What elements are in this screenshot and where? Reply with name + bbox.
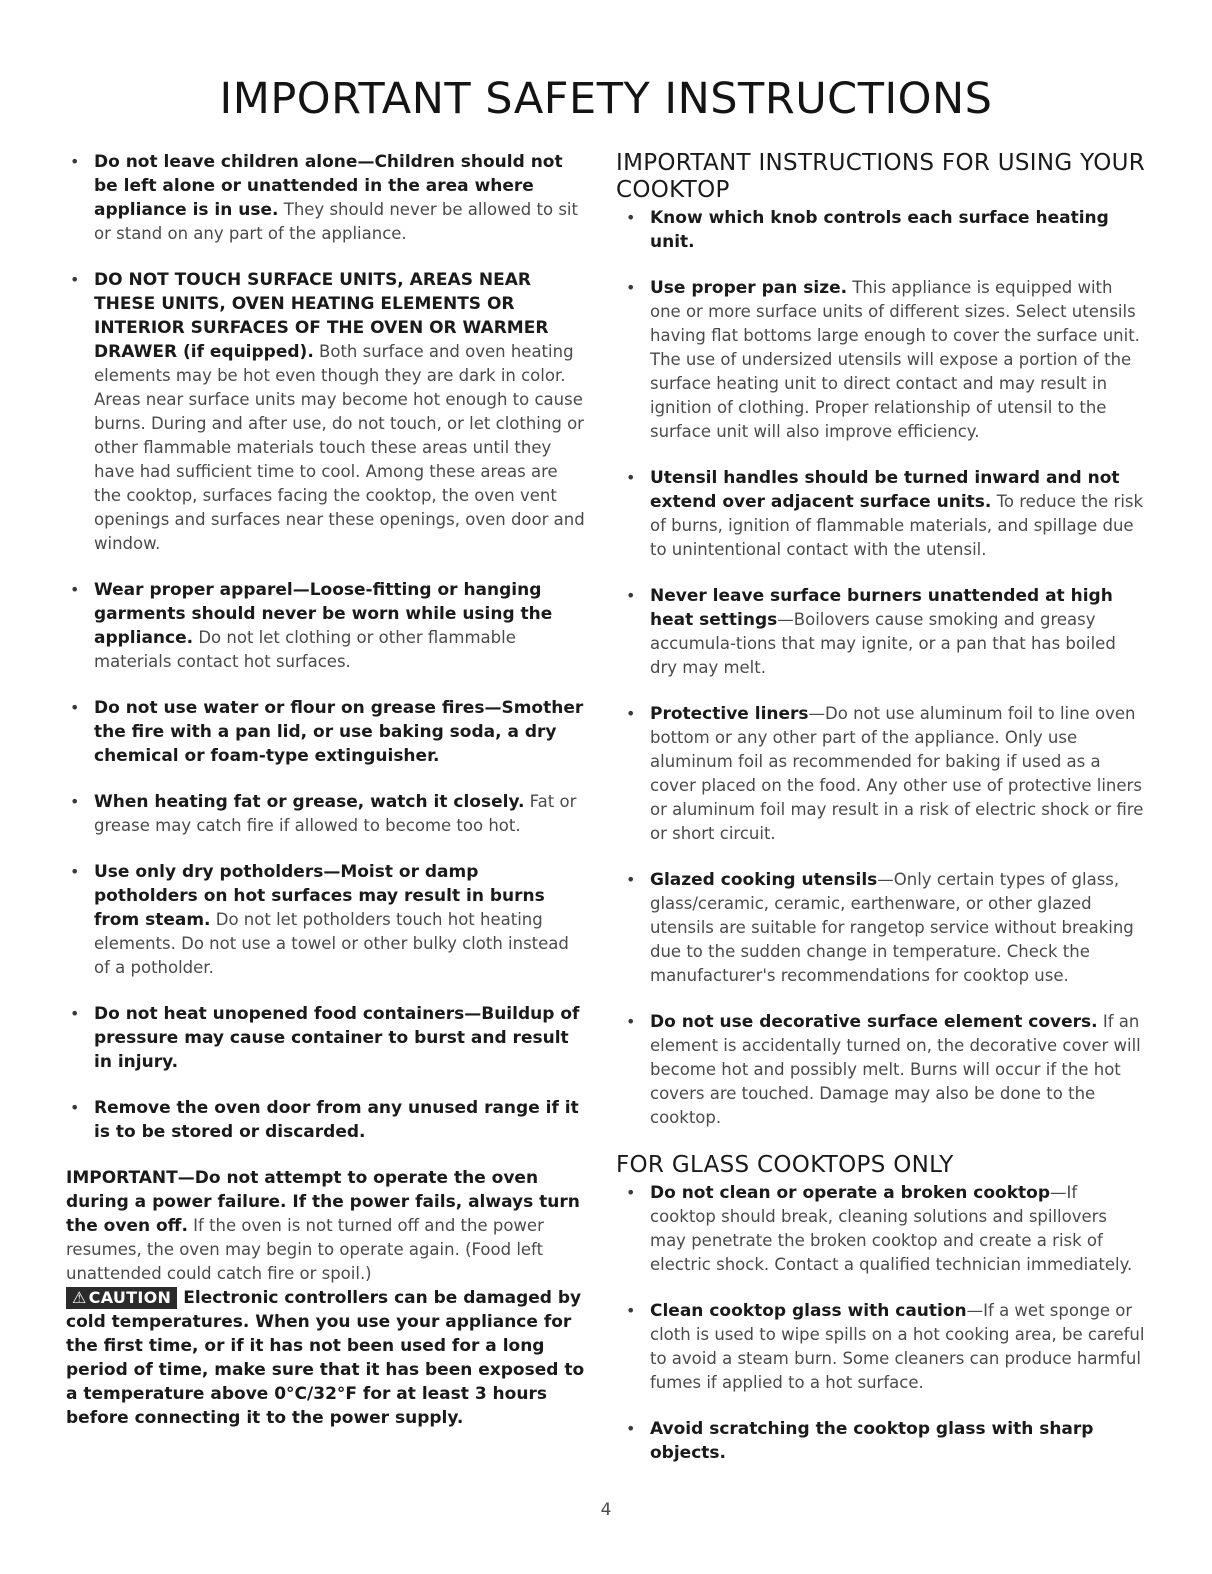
page-number: 4 [600,1500,612,1520]
list-item: • Know which knob controls each surface heating unit. [626,208,1109,252]
list-item: • Use proper pan size. This appliance is equipped with one or more surface units of different sizes. Select utensils having flat bottoms large enough to cover the surface unit. The use of undersized utensils will expose a portion of the surface heating unit to direct contact and may result in ignition of clothing. Proper relationship of utensil to the surface unit will also improve efficiency. [626,278,1140,441]
list-item: • Do not heat unopened food containers—Buildup of pressure may cause container to burst and result in injury. [70,1004,580,1072]
list-item: • Do not use water or flour on grease fires—Smother the fire with a pan lid, or use baking soda, a dry chemical or foam-type extinguisher. [70,698,584,766]
cooktop-instructions-list [616,206,1148,1130]
page-title: IMPORTANT SAFETY INSTRUCTIONS [219,74,993,124]
important-note: IMPORTANT—Do not attempt to operate the oven during a power failure. If the power fails, always turn the oven off. If the oven is not turned off and the power resumes, the oven may begin to operate again. (Food left unattended could catch fire or spoil.) [66,1168,580,1283]
bullet-icon: • [626,208,636,227]
caution-note: ⚠ CAUTION Electronic controllers can be damaged by cold temperatures. When you use your appliance for the first time, or if it has not been used for a long period of time, make sure that it has been exposed to a temperature above 0°C/32°F for at least 3 hours before connecting it to the power supply. [66,1288,585,1428]
list-item: • Do not use decorative surface element covers. If an element is accidentally turned on, the decorative cover will become hot and possibly melt. Burns will occur if the hot covers are touched. Damage may also be done to the cooktop. [626,1012,1141,1127]
bullet-icon: • [70,862,80,881]
bullet-icon: • [70,698,80,717]
list-item: • Utensil handles should be turned inward and not extend over adjacent surface units. To reduce the risk of burns, ignition of flammable materials, and spillage due to unintentional contact with the utensil. [626,468,1144,559]
bullet-icon: • [626,870,636,889]
list-item: • Remove the oven door from any unused range if it is to be stored or discarded. [70,1098,579,1142]
bullet-icon: • [626,704,636,723]
section-heading-glass-cooktops: FOR GLASS COOKTOPS ONLY [616,1152,954,1178]
caution-badge: ⚠ CAUTION [66,1287,177,1309]
bullet-icon: • [70,580,80,599]
glass-cooktop-list [616,1181,1148,1465]
list-item: • Wear proper apparel—Loose-fitting or hanging garments should never be worn while using the appliance. Do not let clothing or other flammable materials contact hot surfaces. [70,580,553,671]
bullet-icon: • [70,1004,80,1023]
list-item: • Glazed cooking utensils—Only certain types of glass, glass/ceramic, ceramic, earthenware, or other glazed utensils are suitable for rangetop service without breaking due to the sudden change in temperature. Check the manufacturer's recommendations for cooktop use. [626,870,1134,985]
list-item: • Do not clean or operate a broken cooktop—If cooktop should break, cleaning solutions and spillovers may penetrate the broken cooktop and create a risk of electric shock. Contact a qualified technician immediately. [626,1183,1133,1274]
bullet-icon: • [626,1183,636,1202]
bullet-icon: • [70,152,80,171]
left-column [60,150,588,1430]
bullet-icon: • [70,270,80,289]
list-item: • When heating fat or grease, watch it closely. Fat or grease may catch fire if allowed to become too hot. [70,792,577,835]
list-item: • Do not leave children alone—Children should not be left alone or unattended in the area where appliance is in use. They should never be allowed to sit or stand on any part of the appliance. [70,152,578,243]
left-safety-list [60,150,588,1144]
bullet-icon: • [626,1301,636,1320]
warning-triangle-icon: ⚠ [72,1288,87,1307]
list-item: • DO NOT TOUCH SURFACE UNITS, AREAS NEAR THESE UNITS, OVEN HEATING ELEMENTS OR INTERIOR SURFACES OF THE OVEN OR WARMER DRAWER (if equipped). Both surface and oven heating elements may be hot even though they are dark in color. Areas near surface units may become hot enough to cause burns. During and after use, do not touch, or let clothing or other flammable materials touch these areas until they have had sufficient time to cool. Among these areas are the cooktop, surfaces facing the cooktop, the oven vent openings and surfaces near these openings, oven door and window. [70,270,585,553]
bullet-icon: • [626,468,636,487]
section-heading-cooktop: IMPORTANT INSTRUCTIONS FOR USING YOUR COOKTOP [616,150,1146,203]
bullet-icon: • [70,792,80,811]
right-column [616,150,1148,1465]
list-item: • Clean cooktop glass with caution—If a wet sponge or cloth is used to wipe spills on a hot cooking area, be careful to avoid a steam burn. Some cleaners can produce harmful fumes if applied to a hot surface. [626,1301,1145,1392]
list-item: • Never leave surface burners unattended at high heat settings—Boilovers cause smoking and greasy accumula-tions that may ignite, or a pan that has boiled dry may melt. [626,586,1116,677]
bullet-icon: • [626,586,636,605]
list-item: • Avoid scratching the cooktop glass with sharp objects. [626,1419,1094,1463]
bullet-icon: • [70,1098,80,1117]
list-item: • Use only dry potholders—Moist or damp potholders on hot surfaces may result in burns from steam. Do not let potholders touch hot heating elements. Do not use a towel or other bulky cloth instead of a potholder. [70,862,569,977]
list-item: • Protective liners—Do not use aluminum foil to line oven bottom or any other part of the appliance. Only use aluminum foil as recommended for baking if used as a cover placed on the food. Any other use of protective liners or aluminum foil may result in a risk of electric shock or fire or short circuit. [626,704,1144,843]
bullet-icon: • [626,278,636,297]
bullet-icon: • [626,1419,636,1438]
bullet-icon: • [626,1012,636,1031]
